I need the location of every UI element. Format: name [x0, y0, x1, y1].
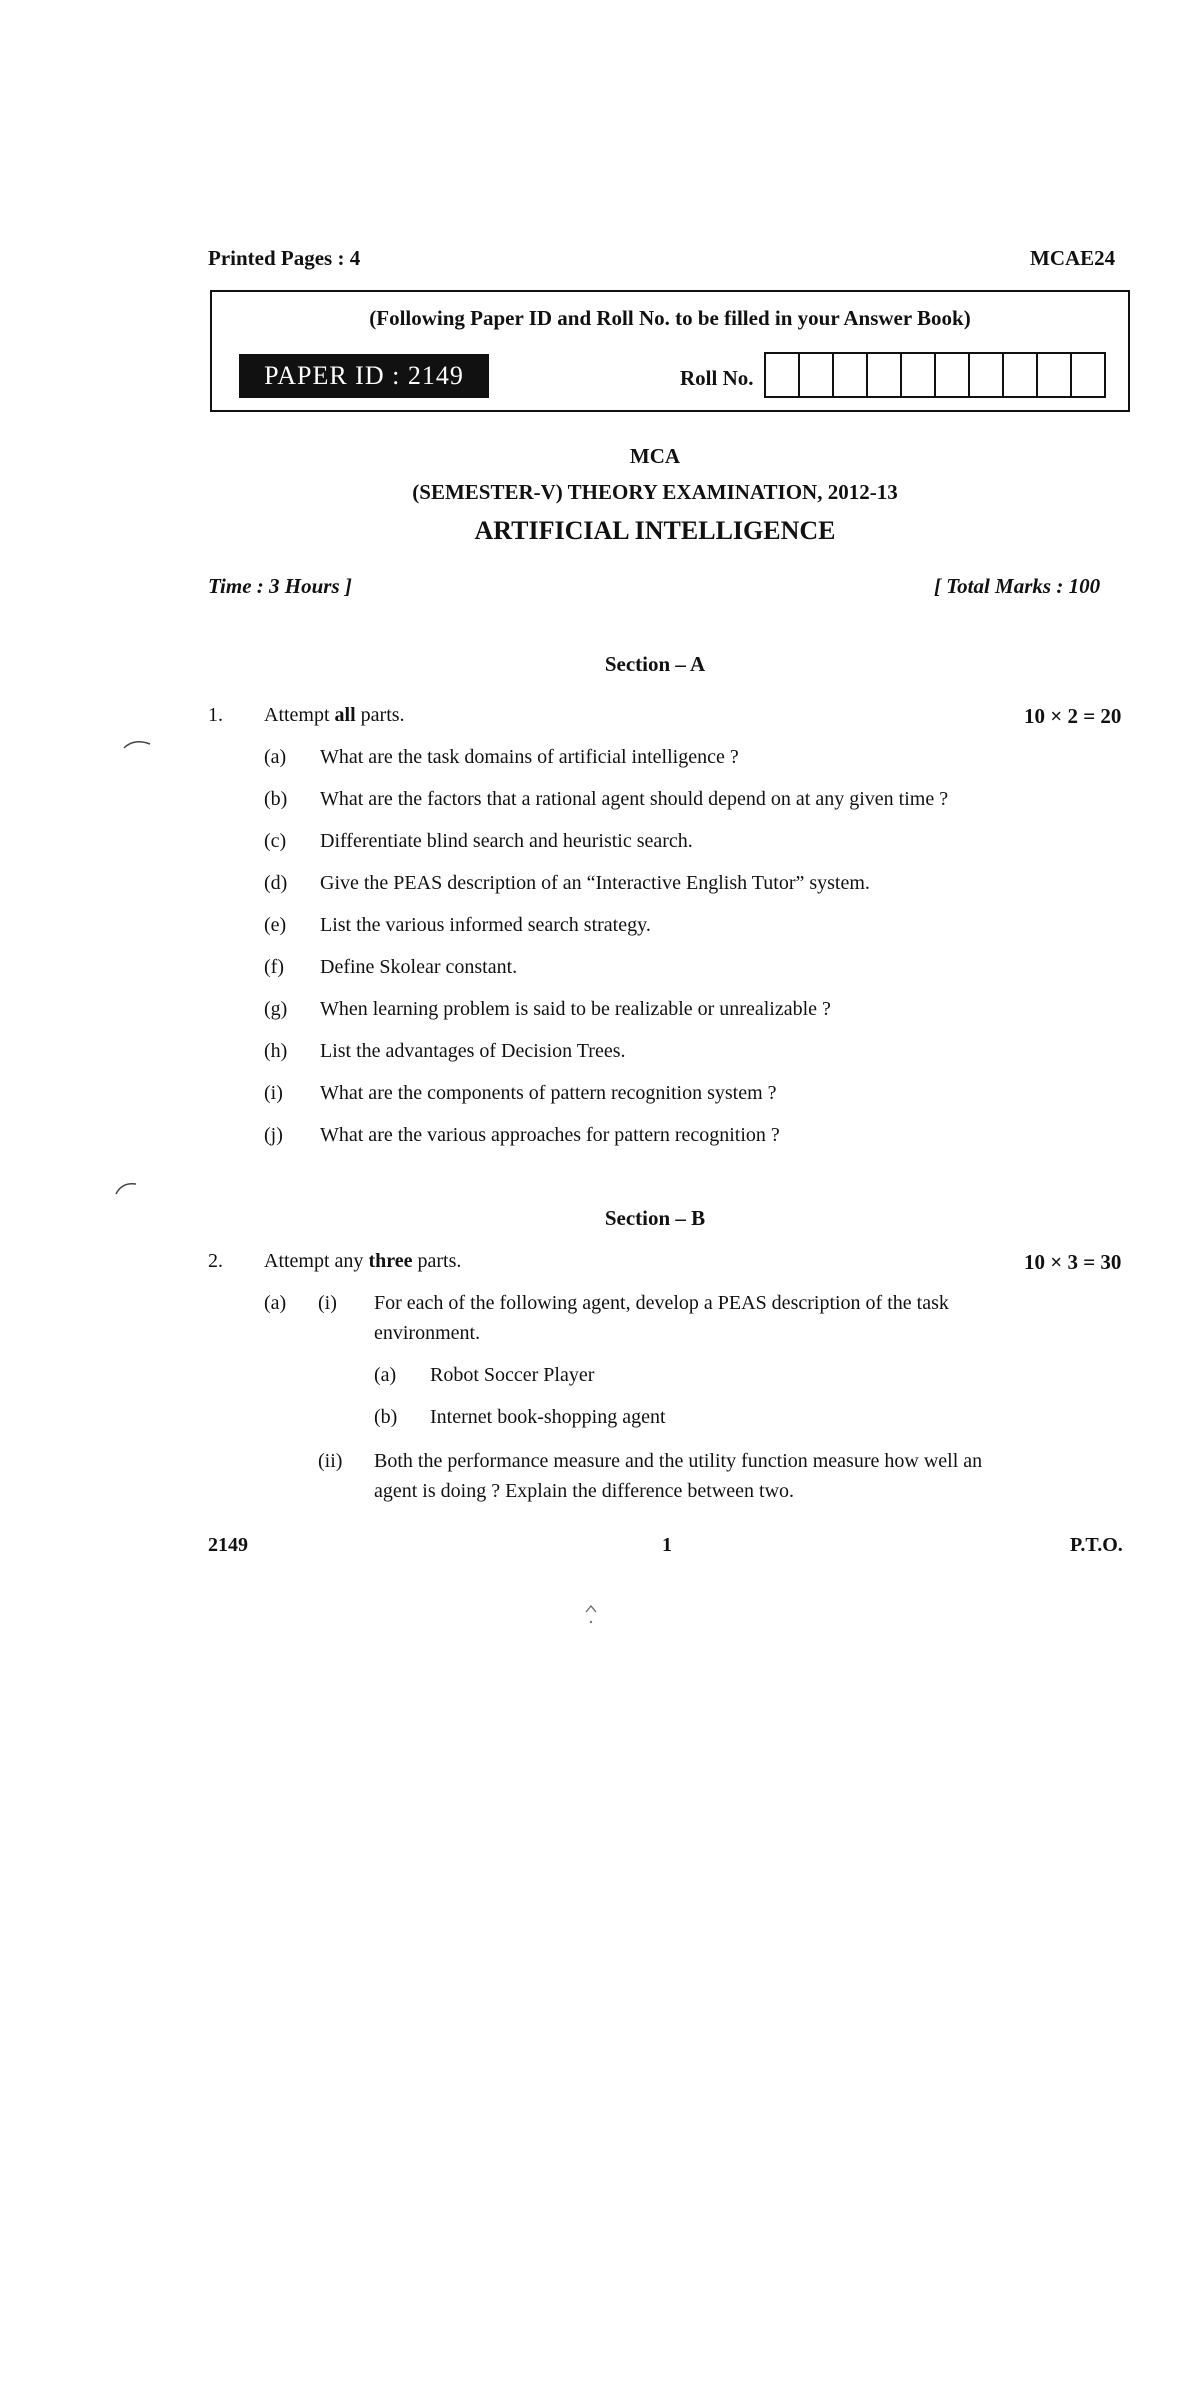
- part-label: (b): [264, 788, 288, 810]
- question-text: For each of the following agent, develop a PEAS description of the task: [374, 1292, 949, 1314]
- instruction-text: Attempt any: [264, 1250, 369, 1272]
- part-label: (h): [264, 1040, 288, 1062]
- sub-part-label: (ii): [318, 1450, 343, 1472]
- roll-no-box: [832, 352, 866, 398]
- subject-title: ARTIFICIAL INTELLIGENCE: [474, 516, 836, 545]
- section-a-marks: 10 × 2 = 20: [1024, 704, 1122, 728]
- part-label: (j): [264, 1124, 283, 1146]
- question-text: What are the various approaches for pattern recognition ?: [320, 1124, 780, 1146]
- sub-item-text: Internet book-shopping agent: [430, 1406, 666, 1428]
- part-label: (c): [264, 830, 287, 852]
- roll-no-box: [798, 352, 832, 398]
- paper-code: MCAE24: [1030, 246, 1116, 270]
- part-label: (a): [264, 746, 287, 768]
- id-box-instruction: (Following Paper ID and Roll No. to be filled in your Answer Book): [369, 306, 971, 330]
- scan-speck-mark: [120, 730, 160, 760]
- footer-paper-code: 2149: [208, 1534, 248, 1556]
- question-text: What are the task domains of artificial intelligence ?: [320, 746, 739, 768]
- roll-no-box: [900, 352, 934, 398]
- roll-no-box: [934, 352, 968, 398]
- roll-no-box: [1002, 352, 1036, 398]
- printed-pages: Printed Pages : 4: [208, 246, 361, 270]
- part-label: (f): [264, 956, 284, 978]
- roll-no-box: [866, 352, 900, 398]
- pto-marker: P.T.O.: [1070, 1534, 1123, 1556]
- part-label: (e): [264, 914, 287, 936]
- instruction-text: parts.: [412, 1250, 462, 1272]
- instruction-bold: all: [334, 704, 356, 726]
- paper-id-badge: PAPER ID : 2149: [239, 354, 489, 398]
- course-title: MCA: [629, 444, 681, 468]
- part-label: (a): [264, 1292, 287, 1314]
- sub-item-label: (a): [374, 1364, 397, 1386]
- question-text: What are the components of pattern recognition system ?: [320, 1082, 777, 1104]
- sub-item-text: Robot Soccer Player: [430, 1364, 595, 1386]
- paper-id-box: [210, 290, 1130, 412]
- part-label: (d): [264, 872, 288, 894]
- question-text: Differentiate blind search and heuristic search.: [320, 830, 693, 852]
- section-a-instruction: [264, 704, 405, 727]
- roll-no-boxes: [764, 352, 1106, 396]
- question-text: environment.: [374, 1322, 481, 1344]
- roll-no-box: [968, 352, 1002, 398]
- sub-part-label: (i): [318, 1292, 337, 1314]
- question-text: agent is doing ? Explain the difference between two.: [374, 1480, 795, 1502]
- section-a-title: Section – A: [604, 652, 706, 676]
- roll-no-box: [1070, 352, 1106, 398]
- part-label: (i): [264, 1082, 283, 1104]
- roll-no-box: [1036, 352, 1070, 398]
- question-text: Define Skolear constant.: [320, 956, 518, 978]
- question-number: 2.: [208, 1250, 223, 1272]
- roll-no-label: Roll No.: [680, 366, 754, 390]
- page-number: 1: [662, 1534, 672, 1556]
- scan-speck-mark: [582, 1600, 602, 1630]
- exam-time: Time : 3 Hours ]: [208, 574, 352, 598]
- question-number: 1.: [208, 704, 223, 726]
- section-b-instruction: [264, 1250, 461, 1273]
- roll-no-box: [764, 352, 798, 398]
- section-b-marks: 10 × 3 = 30: [1024, 1250, 1122, 1274]
- instruction-text: Attempt: [264, 704, 335, 726]
- exam-title: (SEMESTER-V) THEORY EXAMINATION, 2012-13: [412, 480, 898, 504]
- total-marks: [ Total Marks : 100: [934, 574, 1101, 598]
- question-text: What are the factors that a rational agent should depend on at any given time ?: [320, 788, 949, 810]
- question-text: Both the performance measure and the utility function measure how well an: [374, 1450, 983, 1472]
- instruction-bold: three: [368, 1250, 413, 1272]
- question-text: Give the PEAS description of an “Interactive English Tutor” system.: [320, 872, 870, 894]
- scan-speck-mark: [110, 1172, 150, 1202]
- part-label: (g): [264, 998, 288, 1020]
- sub-item-label: (b): [374, 1406, 398, 1428]
- instruction-text: parts.: [355, 704, 405, 726]
- question-text: List the various informed search strategy.: [320, 914, 651, 936]
- section-b-title: Section – B: [604, 1206, 706, 1230]
- question-text: When learning problem is said to be realizable or unrealizable ?: [320, 998, 831, 1020]
- question-text: List the advantages of Decision Trees.: [320, 1040, 626, 1062]
